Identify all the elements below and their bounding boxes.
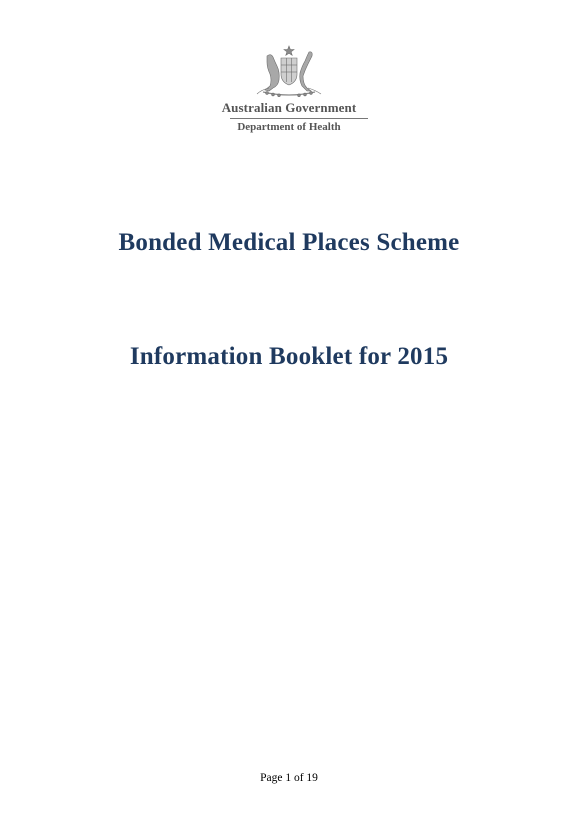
commonwealth-coat-of-arms-icon: [253, 44, 325, 98]
document-title: Bonded Medical Places Scheme: [118, 229, 460, 256]
government-name: Australian Government: [221, 100, 357, 115]
department-name: Department of Health: [237, 121, 341, 133]
logo-divider: [230, 118, 368, 119]
page-number: Page 1 of 19: [260, 772, 318, 784]
government-logo: [0, 44, 578, 98]
document-subtitle: Information Booklet for 2015: [129, 343, 449, 370]
